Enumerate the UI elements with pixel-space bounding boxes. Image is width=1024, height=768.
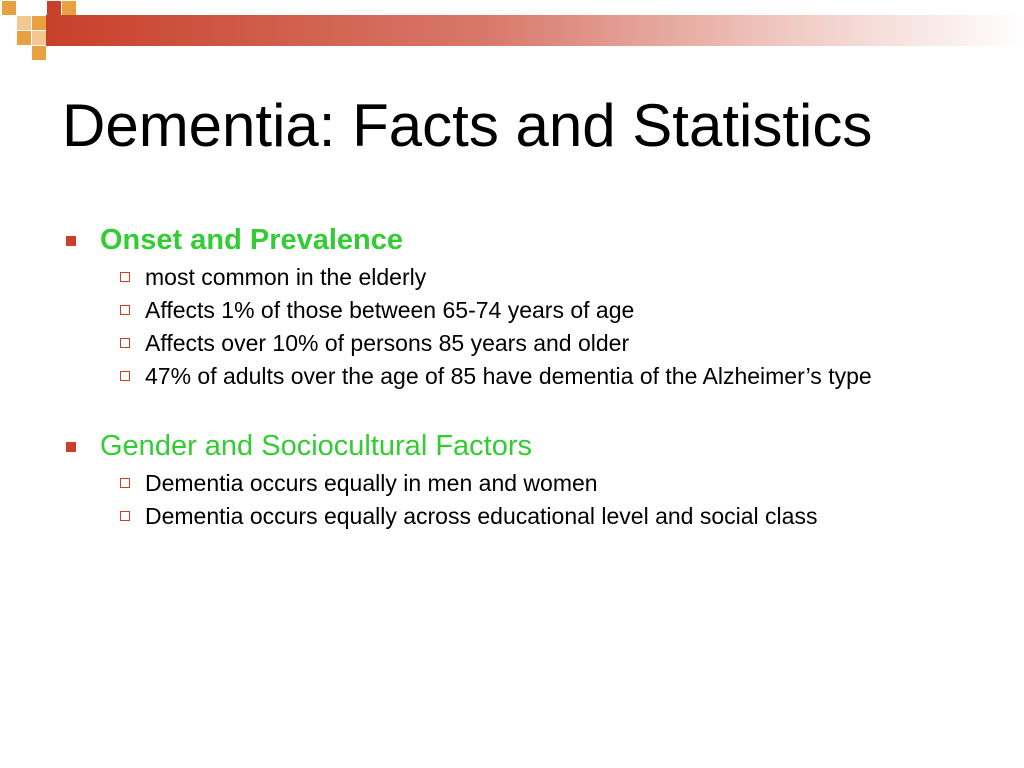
hollow-square-bullet-icon: [120, 371, 130, 381]
list-item: [66, 503, 946, 530]
list-item: [66, 264, 946, 291]
hollow-square-bullet-icon: [120, 305, 130, 315]
decor-square: [17, 16, 31, 30]
section-onset-prevalence: [66, 222, 946, 390]
list-item-text: Dementia occurs equally in men and women: [145, 470, 598, 496]
hollow-square-bullet-icon: [120, 511, 130, 521]
section-heading: [66, 222, 946, 258]
section-heading-text: Onset and Prevalence: [100, 224, 404, 256]
hollow-square-bullet-icon: [120, 338, 130, 348]
list-item-text: most common in the elderly: [145, 264, 427, 290]
list-item-text: Affects over 10% of persons 85 years and older: [145, 330, 630, 356]
section-heading: [66, 428, 946, 464]
section-gender-sociocultural: [66, 428, 946, 530]
header-gradient-bar: [46, 15, 1024, 46]
sub-bullet-list: [66, 264, 946, 390]
decor-square: [17, 31, 31, 45]
slide-title: Dementia: Facts and Statistics: [62, 92, 873, 159]
hollow-square-bullet-icon: [120, 478, 130, 488]
list-item-text: Dementia occurs equally across educational level and social class: [145, 503, 818, 529]
decor-square: [2, 1, 16, 15]
slide-content: [66, 222, 946, 530]
list-item: [66, 363, 946, 390]
list-item: [66, 470, 946, 497]
list-item: [66, 297, 946, 324]
list-item-text: 47% of adults over the age of 85 have dementia of the Alzheimer’s type: [145, 363, 872, 389]
decor-square: [62, 1, 76, 15]
decor-square: [47, 1, 61, 15]
square-bullet-icon: [66, 236, 76, 246]
section-heading-text: Gender and Sociocultural Factors: [100, 430, 532, 462]
header-decoration: [0, 0, 1024, 70]
square-bullet-icon: [66, 442, 76, 452]
hollow-square-bullet-icon: [120, 272, 130, 282]
list-item: [66, 330, 946, 357]
list-item-text: Affects 1% of those between 65-74 years of age: [145, 297, 635, 323]
decor-square: [32, 16, 46, 30]
decor-square: [32, 31, 46, 45]
decor-square: [32, 46, 46, 60]
sub-bullet-list: [66, 470, 946, 530]
